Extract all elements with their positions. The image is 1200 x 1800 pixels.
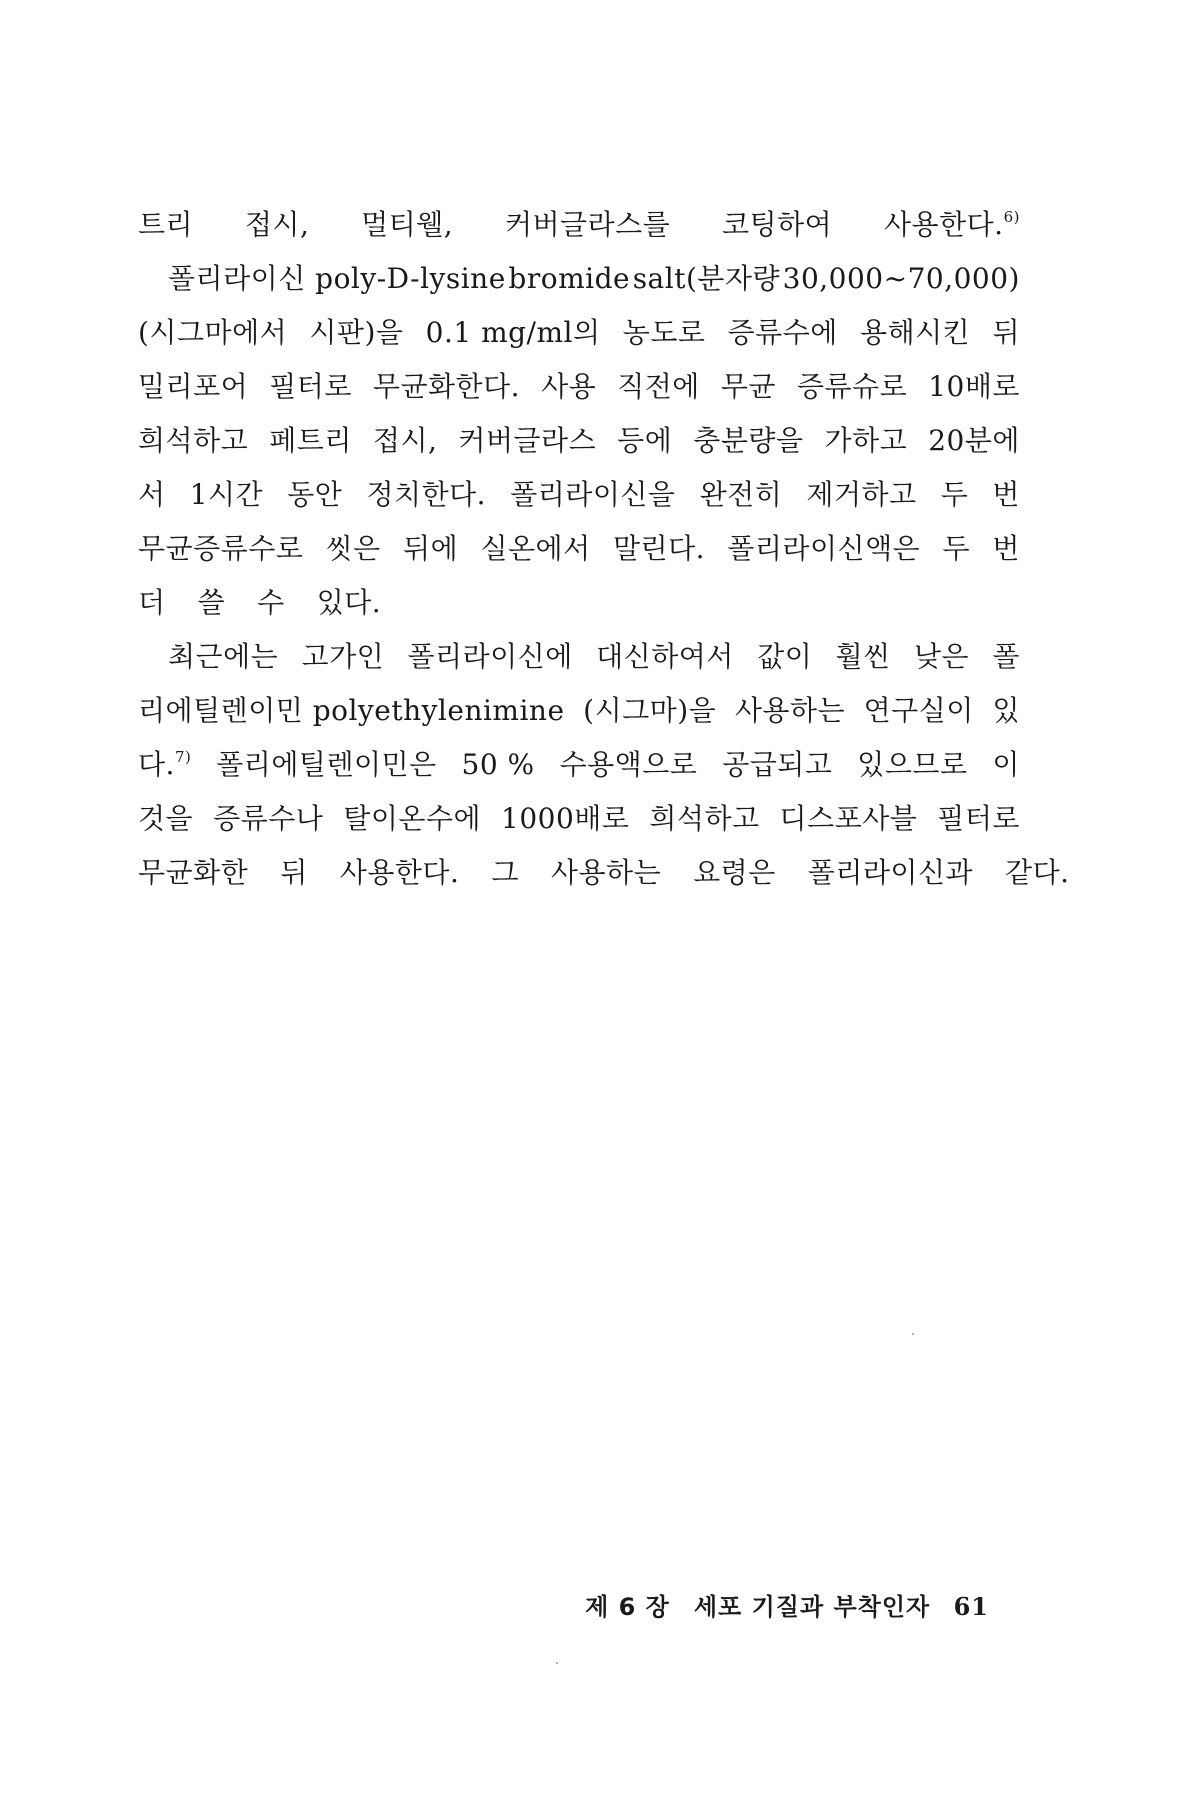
- word-group: [269, 414, 352, 468]
- text-segment: 무균증류수로: [138, 532, 304, 565]
- text-segment: 쓸: [197, 586, 226, 619]
- word-group: [280, 846, 324, 900]
- text-segment: 30,000~70,000): [782, 262, 1020, 295]
- word-group: [992, 306, 1020, 360]
- text-segment: 희석하고: [649, 802, 760, 835]
- word-group: [138, 792, 193, 846]
- word-group: [287, 468, 342, 522]
- word-group: [510, 468, 675, 522]
- text-line: [138, 306, 1020, 360]
- text-segment: (시그마에서: [138, 316, 288, 349]
- word-group: [343, 792, 481, 846]
- word-group: [138, 522, 303, 576]
- word-group: [633, 252, 780, 306]
- text-segment: 것을: [138, 802, 194, 835]
- text-line: [138, 846, 1070, 900]
- text-segment: 트리: [138, 208, 194, 241]
- text-segment: 0.1 mg/ml의: [425, 316, 601, 349]
- text-segment: 증류슈로: [796, 370, 908, 403]
- text-segment: 그: [491, 856, 519, 889]
- word-group: [623, 306, 706, 360]
- text-segment: 폴리라이신 poly-D-lysine: [168, 262, 506, 295]
- text-segment: 같다.: [1005, 856, 1070, 889]
- word-group: [941, 468, 969, 522]
- word-group: [508, 252, 630, 306]
- word-group: [361, 198, 453, 252]
- text-segment: 두: [940, 478, 969, 511]
- word-group: [138, 360, 248, 414]
- text-segment: 번: [992, 532, 1020, 565]
- text-line: [138, 414, 1020, 468]
- text-segment: 커버글라스: [458, 424, 597, 457]
- word-group: [992, 684, 1020, 738]
- word-group: [928, 414, 1020, 468]
- text-segment: 사용한다.: [339, 856, 460, 889]
- word-group: [340, 846, 476, 900]
- text-segment: 시판)을: [309, 316, 404, 349]
- text-line: [138, 198, 1020, 252]
- text-segment: 폴리라이신을: [510, 478, 676, 511]
- text-segment: 탈이온수에: [343, 802, 482, 835]
- text-segment: 말린다.: [612, 532, 706, 565]
- word-group: [190, 468, 263, 522]
- text-segment: 폴리라이신에: [407, 640, 573, 673]
- word-group: [541, 360, 596, 414]
- word-group: [168, 630, 278, 684]
- text-segment: 폴리에틸렌이민은: [216, 748, 437, 781]
- text-segment: 리에틸렌이민 polyethylenimine: [138, 694, 565, 727]
- word-group: [596, 630, 734, 684]
- text-segment: 1시간: [189, 478, 264, 511]
- word-group: [613, 522, 705, 576]
- word-group: [860, 306, 970, 360]
- word-group: [216, 738, 436, 792]
- word-group: [551, 846, 677, 900]
- text-segment: 훨씬: [835, 640, 891, 673]
- word-group: [426, 306, 601, 360]
- word-group: [213, 792, 323, 846]
- word-group: [302, 630, 385, 684]
- chapter-label: 제 6 장: [585, 1593, 670, 1621]
- word-group: [864, 684, 974, 738]
- text-segment: 대신하여서: [596, 640, 734, 673]
- text-segment: 무균: [720, 370, 776, 403]
- paragraph: [138, 630, 1070, 900]
- text-segment: 밀리포어: [138, 370, 249, 403]
- text-segment: 20분에: [928, 424, 1020, 457]
- word-group: [560, 738, 698, 792]
- text-segment: 연구실이: [863, 694, 974, 727]
- word-group: [245, 198, 310, 252]
- text-segment: 두: [942, 532, 971, 565]
- text-segment: 낮은: [914, 640, 970, 673]
- word-group: [649, 792, 759, 846]
- word-group: [198, 576, 242, 630]
- text-segment: 수: [257, 586, 285, 619]
- text-segment: 번: [992, 478, 1020, 511]
- word-group: [727, 522, 920, 576]
- word-group: [366, 468, 486, 522]
- text-segment: 제거하고: [806, 478, 917, 511]
- text-segment: 50 %: [461, 748, 535, 781]
- text-segment: 있다.: [316, 586, 382, 619]
- paragraph: [138, 198, 1020, 630]
- word-group: [138, 576, 182, 630]
- word-group: [501, 792, 629, 846]
- text-segment: 무균화한다.: [372, 370, 521, 403]
- word-group: [373, 360, 520, 414]
- text-line: [138, 684, 1020, 738]
- text-segment: 코팅하여: [722, 208, 833, 241]
- text-segment: 가하고: [824, 424, 908, 457]
- text-segment: (시그마)을: [583, 694, 717, 727]
- page-footer: [585, 1587, 989, 1622]
- word-group: [138, 738, 191, 792]
- text-segment: 멀티웰,: [361, 208, 454, 241]
- word-group: [857, 738, 967, 792]
- text-line: [138, 360, 1020, 414]
- word-group: [757, 630, 812, 684]
- text-segment: 있으므로: [857, 748, 968, 781]
- word-group: [992, 738, 1020, 792]
- text-segment: 충분량을: [693, 424, 804, 457]
- text-segment: 10배로: [928, 370, 1020, 403]
- text-segment: 최근에는: [168, 640, 279, 673]
- text-segment: 커버글라스를: [504, 208, 671, 241]
- word-group: [992, 522, 1020, 576]
- word-group: [168, 252, 506, 306]
- word-group: [728, 306, 838, 360]
- word-group: [914, 630, 969, 684]
- text-segment: 증류수에: [727, 316, 838, 349]
- word-group: [693, 414, 803, 468]
- text-segment: 뒤: [992, 316, 1020, 349]
- text-segment: 실온에서: [480, 532, 591, 565]
- text-segment: 고가인: [301, 640, 385, 673]
- word-group: [269, 360, 352, 414]
- word-group: [138, 198, 193, 252]
- text-segment: salt(분자량: [632, 262, 781, 295]
- word-group: [403, 522, 458, 576]
- text-segment: 폴리라이신액은: [727, 532, 921, 565]
- text-segment: 사용: [541, 370, 597, 403]
- word-group: [722, 198, 832, 252]
- text-segment: 폴리라이신과: [807, 856, 974, 889]
- word-group: [884, 198, 1020, 252]
- word-group: [780, 792, 918, 846]
- text-line: [138, 522, 1020, 576]
- text-segment: 희석하고: [138, 424, 249, 457]
- text-segment: 페트리: [269, 424, 352, 457]
- word-group: [583, 684, 716, 738]
- text-segment: 폴: [992, 640, 1020, 673]
- word-group: [836, 630, 891, 684]
- word-group: [480, 522, 590, 576]
- text-segment: 요령은: [693, 856, 776, 889]
- text-segment: 사용하는: [734, 694, 846, 727]
- text-segment: 직전에: [617, 370, 700, 403]
- chapter-title: 세포 기질과 부착인자: [693, 1593, 931, 1621]
- scan-speck: [556, 1662, 558, 1664]
- footnote-reference: 6): [1003, 208, 1020, 226]
- text-line: [138, 252, 1020, 306]
- text-segment: 등에: [617, 424, 673, 457]
- text-segment: 이: [992, 748, 1020, 781]
- word-group: [617, 360, 700, 414]
- text-segment: 사용한다.: [883, 208, 1004, 241]
- text-segment: 값이: [757, 640, 813, 673]
- word-group: [407, 630, 572, 684]
- text-line: [138, 630, 1020, 684]
- word-group: [992, 468, 1020, 522]
- text-segment: 서: [138, 478, 166, 511]
- word-group: [373, 414, 438, 468]
- text-segment: 1000배로: [501, 802, 630, 835]
- word-group: [462, 738, 535, 792]
- word-group: [138, 846, 264, 900]
- text-segment: 접시,: [372, 424, 438, 457]
- text-segment: 접시,: [244, 208, 310, 241]
- word-group: [806, 468, 916, 522]
- text-segment: 사용하는: [550, 856, 662, 889]
- text-line: [138, 576, 1020, 630]
- scan-speck: [912, 1333, 914, 1335]
- text-segment: 뒤: [280, 856, 308, 889]
- text-segment: 용해시킨: [860, 316, 971, 349]
- word-group: [937, 792, 1020, 846]
- word-group: [257, 576, 301, 630]
- word-group: [138, 684, 565, 738]
- word-group: [721, 360, 776, 414]
- text-segment: 공급되고: [722, 748, 833, 781]
- text-segment: 농도로: [622, 316, 706, 349]
- text-segment: 뒤에: [403, 532, 459, 565]
- word-group: [1005, 846, 1086, 900]
- word-group: [825, 414, 908, 468]
- text-segment: 수용액으로: [559, 748, 698, 781]
- text-segment: 더: [138, 586, 166, 619]
- word-group: [138, 468, 166, 522]
- word-group: [326, 522, 381, 576]
- text-segment: bromide: [508, 262, 631, 295]
- word-group: [491, 846, 535, 900]
- word-group: [505, 198, 670, 252]
- word-group: [735, 684, 845, 738]
- word-group: [617, 414, 672, 468]
- page-number: 61: [953, 1592, 989, 1621]
- word-group: [797, 360, 907, 414]
- word-group: [722, 738, 832, 792]
- text-line: [138, 738, 1020, 792]
- text-segment: 씻은: [325, 532, 381, 565]
- text-segment: 있: [992, 694, 1020, 727]
- word-group: [317, 576, 398, 630]
- word-group: [138, 414, 248, 468]
- word-group: [693, 846, 792, 900]
- word-group: [309, 306, 403, 360]
- text-segment: 증류수나: [213, 802, 324, 835]
- text-segment: 동안: [287, 478, 343, 511]
- text-segment: 무균화한: [138, 856, 249, 889]
- text-segment: 정치한다.: [366, 478, 487, 511]
- text-segment: 필터로: [269, 370, 352, 403]
- text-segment: 디스포사블: [779, 802, 918, 835]
- word-group: [138, 306, 287, 360]
- text-line: [138, 792, 1020, 846]
- footnote-reference: 7): [174, 748, 192, 766]
- word-group: [458, 414, 596, 468]
- text-segment: 다.: [138, 748, 175, 781]
- text-segment: 완전히: [699, 478, 783, 511]
- word-group: [783, 252, 1020, 306]
- word-group: [992, 630, 1020, 684]
- body-text: [138, 198, 1070, 900]
- word-group: [808, 846, 989, 900]
- text-line: [138, 468, 1020, 522]
- word-group: [942, 522, 970, 576]
- word-group: [928, 360, 1020, 414]
- text-segment: 필터로: [937, 802, 1020, 835]
- word-group: [700, 468, 783, 522]
